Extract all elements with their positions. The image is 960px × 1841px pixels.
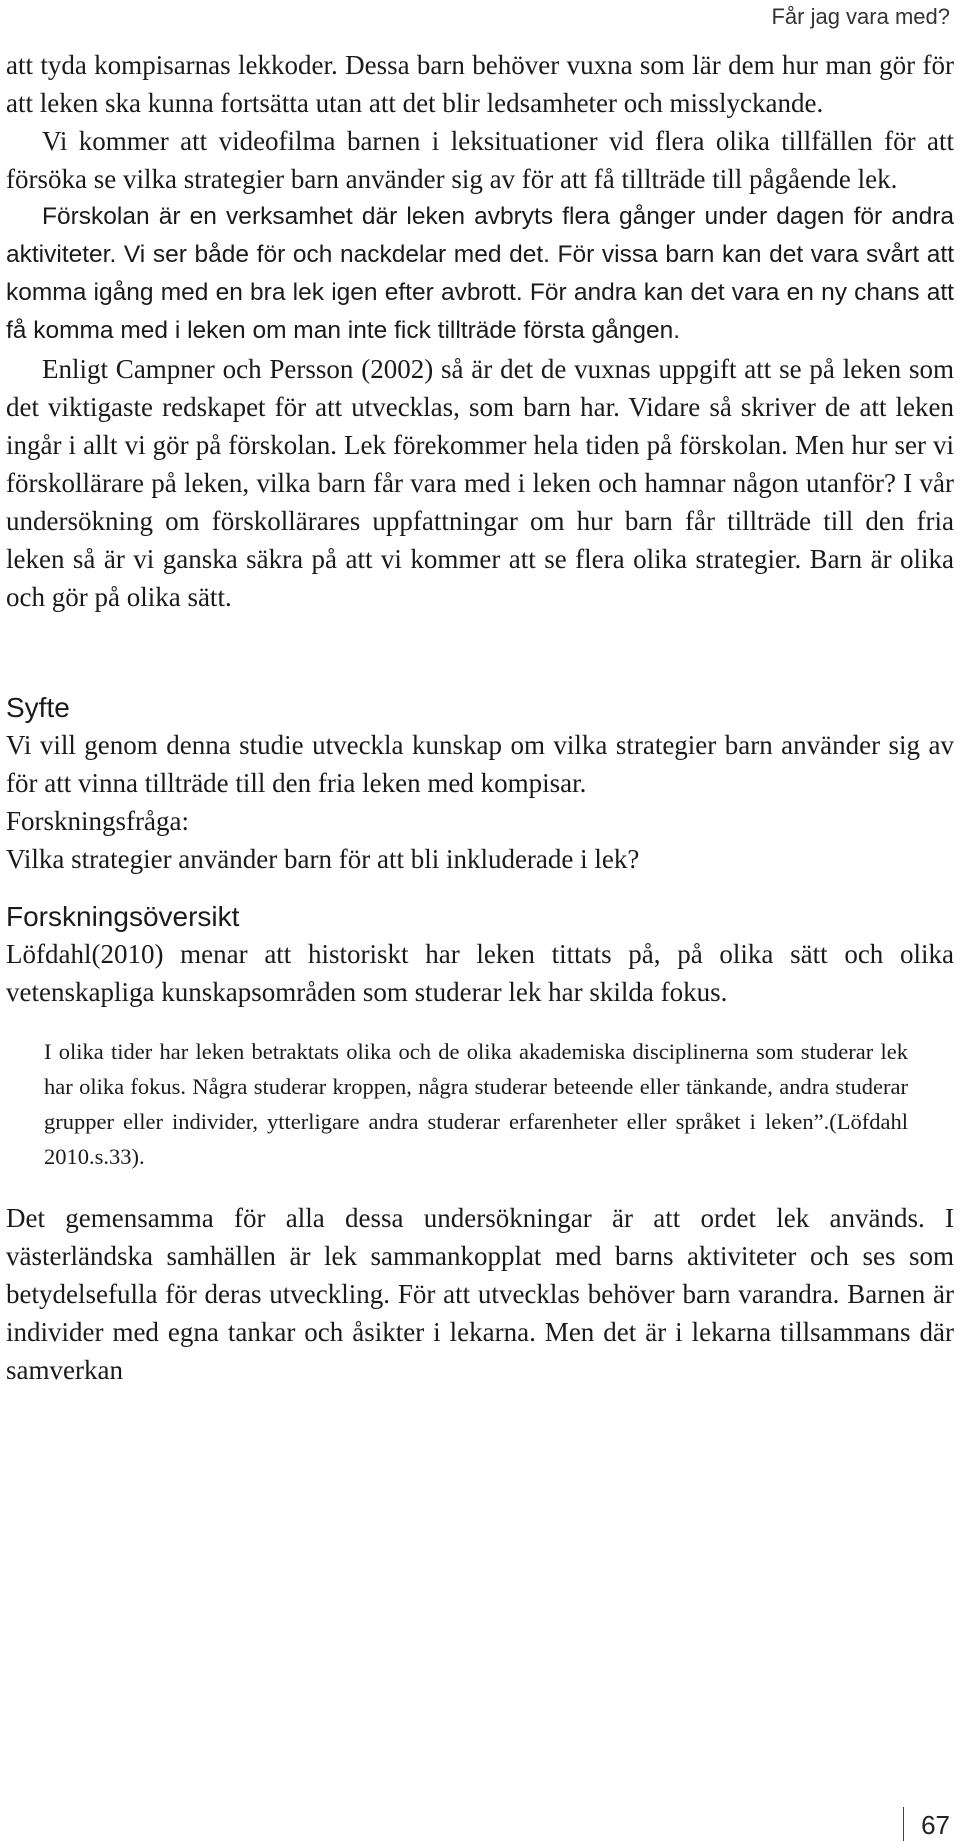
- research-question: Vilka strategier använder barn för att bli inkluderade i lek?: [6, 844, 640, 874]
- closing-paragraph: Det gemensamma för alla dessa undersökningar är att ordet lek används. I västerländska samhällen är lek sammankopplat med barns aktiviteter och ses som betydelsefulla för deras utveckling. För att utvecklas behöver barn varandra. Barnen är individer med egna tankar och åsikter i lekarna. Men det är i lekarna tillsammans där samverkan: [6, 1203, 954, 1385]
- syfte-text: Vi vill genom denna studie utveckla kunskap om vilka strategier barn använder sig av för att vinna tillträde till den fria leken med kompisar.: [6, 730, 954, 798]
- forskningsoversikt-section: [6, 935, 954, 1011]
- paragraph-continuation: att tyda kompisarnas lekkoder. Dessa barn behöver vuxna som lär dem hur man gör för att leken ska kunna fortsätta utan att det blir ledsamheter och misslyckande.: [6, 50, 954, 118]
- paragraph-campner-persson: Enligt Campner och Persson (2002) så är det de vuxnas uppgift att se på leken som det viktigaste redskapet för att utvecklas, som barn har. Vidare så skriver de att leken ingår i allt vi gör på förskolan. Lek förekommer hela tiden på förskolan. Men hur ser vi förskollärare på leken, vilka barn får vara med i leken och hamnar någon utanför? I vår undersökning om förskollärares uppfattningar om hur barn får tillträde till den fria leken så är vi ganska säkra på att vi kommer att se flera olika strategier. Barn är olika och gör på olika sätt.: [6, 354, 954, 612]
- syfte-section: [6, 726, 954, 878]
- lofdahl-paragraph: Löfdahl(2010) menar att historiskt har leken tittats på, på olika sätt och olika vetenskapliga kunskapsområden som studerar lek har skilda fokus.: [6, 939, 954, 1007]
- running-head: Får jag vara med?: [771, 4, 950, 29]
- syfte-heading: Syfte: [6, 692, 70, 723]
- forskningsoversikt-heading: Forskningsöversikt: [6, 901, 240, 932]
- intro-section: [6, 46, 954, 616]
- closing-section: [6, 1199, 954, 1389]
- block-quote: I olika tider har leken betraktats olika och de olika akademiska disciplinerna som studerar lek har olika fokus. Några studerar kroppen, några studerar beteende eller tänkande, andra studerar grupper eller individer, ytterligare andra studerar erfarenheter eller språket i leken”.(Löfdahl 2010.s.33).: [44, 1039, 908, 1169]
- page-content: [6, 46, 954, 1389]
- page-number-rule: [903, 1807, 904, 1841]
- page-number: 67: [921, 1810, 950, 1840]
- paragraph-videofilma: Vi kommer att videofilma barnen i leksituationer vid flera olika tillfällen för att försöka se vilka strategier barn använder sig av för att få tillträde till pågående lek.: [6, 126, 954, 194]
- research-question-label: Forskningsfråga:: [6, 806, 189, 836]
- paragraph-forskolan: Förskolan är en verksamhet där leken avbryts flera gånger under dagen för andra aktiviteter. Vi ser både för och nackdelar med det. För vissa barn kan det vara svårt att komma igång med en bra lek igen efter avbrott. För andra kan det vara en ny chans att få komma med i leken om man inte fick tillträde första gången.: [6, 203, 954, 344]
